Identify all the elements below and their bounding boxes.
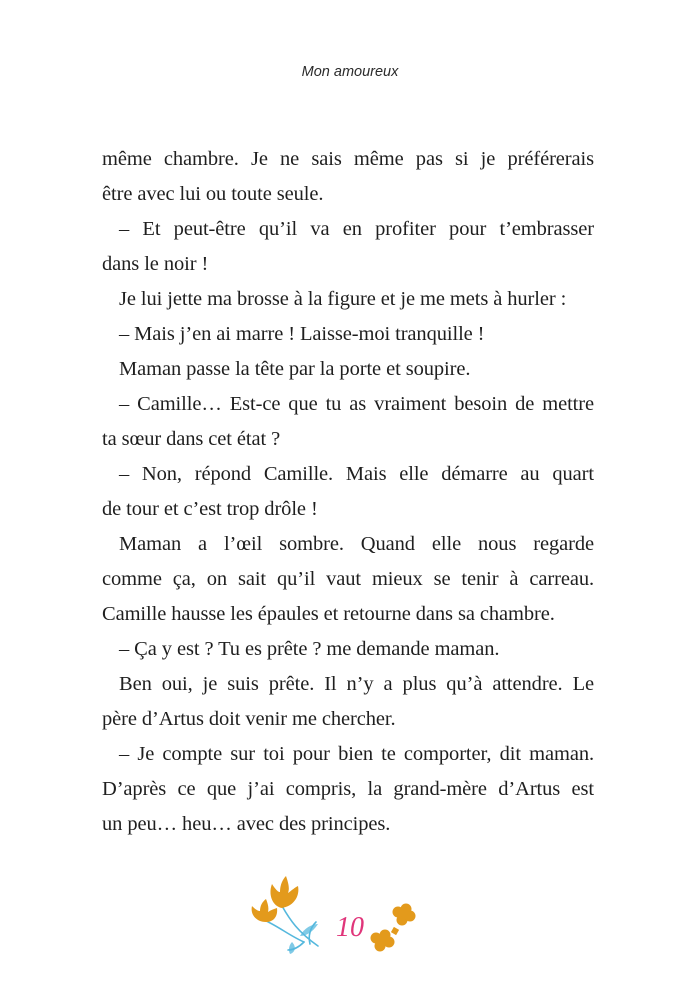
text-line: D’après ce que j’ai compris, la grand-mère d’Artus est: [102, 778, 594, 800]
text-line: Maman passe la tête par la porte et soupire.: [119, 358, 471, 380]
flower-center: [401, 911, 408, 918]
paragraph-4: [102, 317, 594, 352]
paragraph-10: [102, 667, 594, 737]
text-line: même chambre. Je ne sais même pas si je préférerais: [102, 148, 594, 170]
paragraph-6: [102, 387, 594, 457]
small-petal: [391, 927, 399, 935]
clover-flower: [393, 904, 416, 926]
text-line: – Mais j’en ai marre ! Laisse-moi tranquille !: [119, 323, 485, 345]
tulip-flower-icon: [244, 876, 424, 956]
text-line: comme ça, on sait qu’il vaut mieux se tenir à carreau.: [102, 568, 594, 590]
paragraph-9: [102, 632, 594, 667]
page-number: 10: [336, 912, 364, 943]
flower-center: [379, 937, 386, 944]
text-line: – Ça y est ? Tu es prête ? me demande maman.: [119, 638, 500, 660]
clover-flower: [371, 930, 395, 952]
text-line: ta sœur dans cet état ?: [102, 428, 281, 450]
paragraph-1: [102, 142, 594, 212]
paragraph-2: [102, 212, 594, 282]
text-line: Ben oui, je suis prête. Il n’y a plus qu’à attendre. Le: [119, 673, 594, 695]
paragraph-3: [102, 282, 594, 317]
text-line: père d’Artus doit venir me chercher.: [102, 708, 396, 730]
text-line: Camille hausse les épaules et retourne dans sa chambre.: [102, 603, 555, 625]
paragraph-7: [102, 457, 594, 527]
running-header: Mon amoureux: [301, 64, 399, 80]
paragraph-11: [102, 737, 594, 842]
text-line: – Et peut-être qu’il va en profiter pour t’embrasser: [119, 218, 594, 240]
text-line: Je lui jette ma brosse à la figure et je me mets à hurler :: [119, 288, 567, 310]
text-line: Maman a l’œil sombre. Quand elle nous regarde: [119, 533, 594, 555]
text-line: – Je compte sur toi pour bien te comporter, dit maman.: [119, 743, 594, 765]
leaf-shape: [289, 942, 295, 954]
text-line: – Non, répond Camille. Mais elle démarre au quart: [119, 463, 594, 485]
text-line: de tour et c’est trop drôle !: [102, 498, 318, 520]
page-body: [102, 142, 594, 842]
text-line: – Camille… Est-ce que tu as vraiment besoin de mettre: [119, 393, 594, 415]
paragraph-5: [102, 352, 594, 387]
text-line: un peu… heu… avec des principes.: [102, 813, 391, 835]
text-line: dans le noir !: [102, 253, 209, 275]
stem-path: [264, 920, 304, 942]
paragraph-8: [102, 527, 594, 632]
tulip-petal: [252, 899, 278, 922]
text-line: être avec lui ou toute seule.: [102, 183, 324, 205]
tulip-petal: [270, 876, 298, 908]
